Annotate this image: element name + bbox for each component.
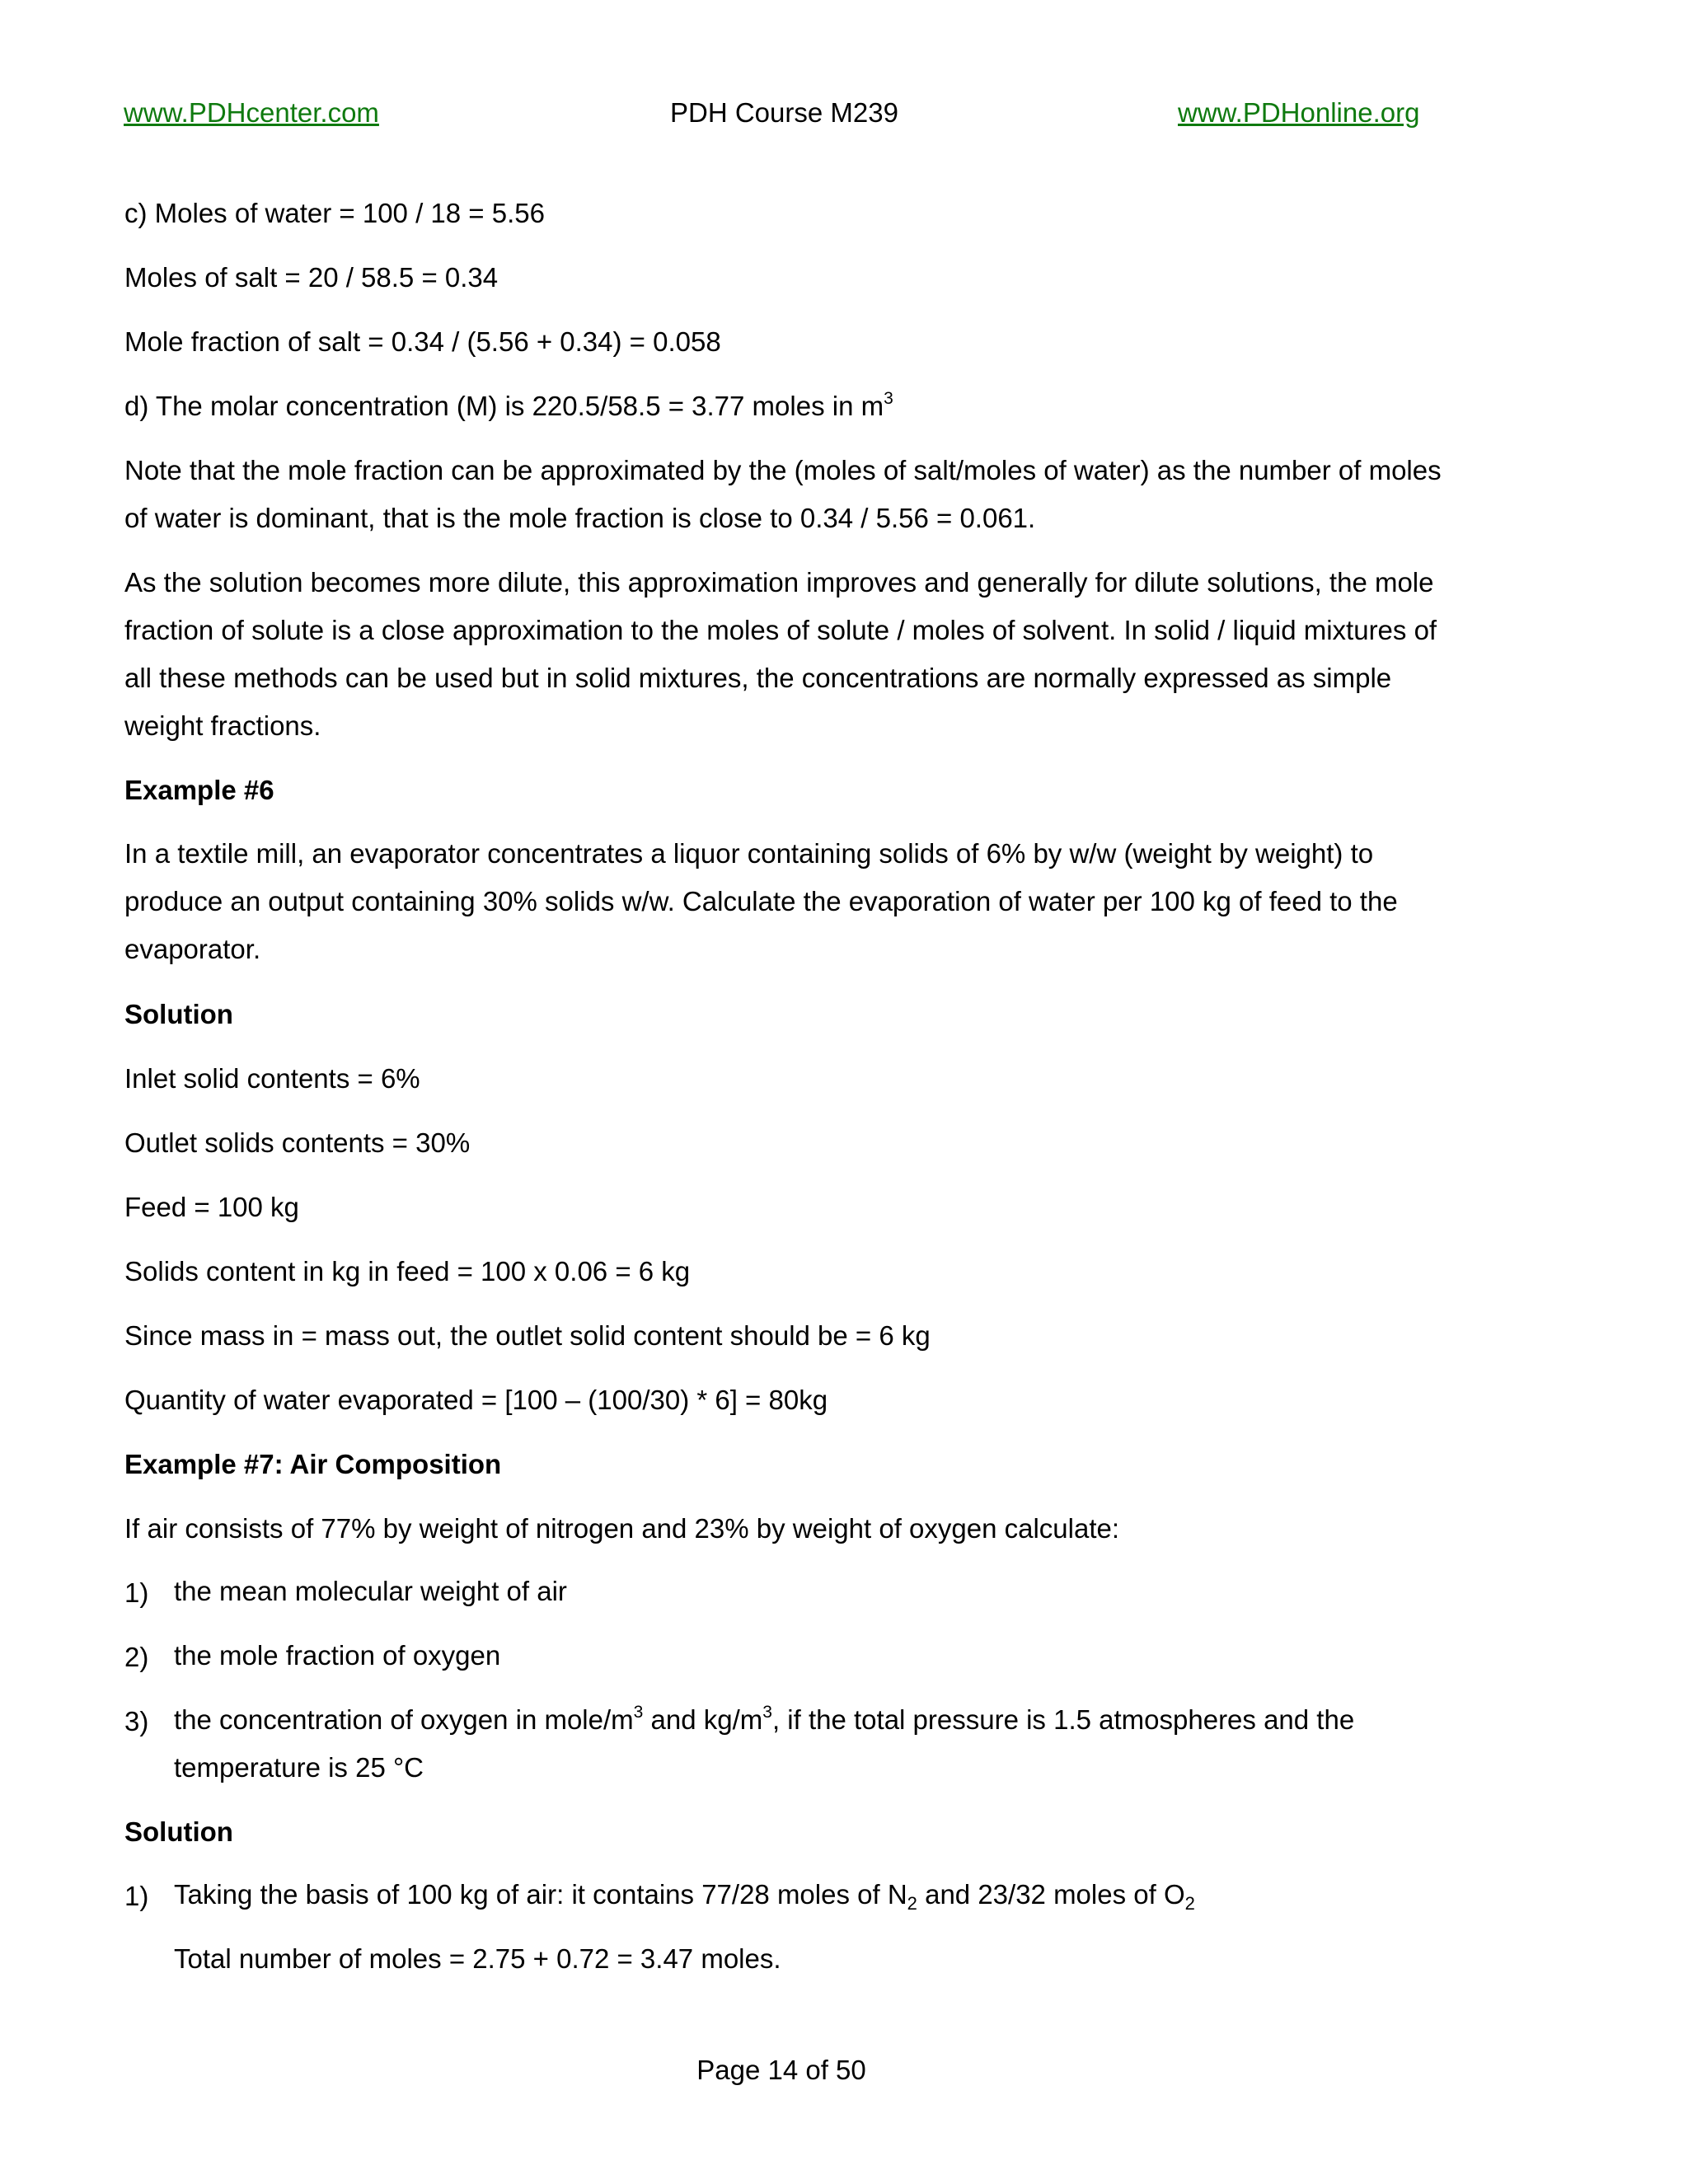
example-7-intro: If air consists of 77% by weight of nitrogen and 23% by weight of oxygen calculate: (124, 1513, 1120, 1544)
solids-feed-line: Solids content in kg in feed = 100 x 0.06 = 6 kg (124, 1256, 691, 1286)
list-item-number: 3) (124, 1706, 149, 1736)
molar-concentration-text: d) The molar concentration (M) is 220.5/58.5 = 3.77 moles in m (124, 391, 884, 421)
solution-heading: Solution (124, 1816, 233, 1847)
water-evaporated-line: Quantity of water evaporated = [100 – (100/30) * 6] = 80kg (124, 1385, 828, 1415)
list-item-text (174, 1871, 1443, 1919)
solution-heading: Solution (124, 999, 233, 1029)
list-item-text (174, 1696, 1443, 1792)
total-moles-line: Total number of moles = 2.75 + 0.72 = 3.47 moles. (174, 1943, 781, 1974)
list-item-number: 2) (124, 1642, 149, 1672)
item3-exponent-2: 3 (762, 1703, 772, 1722)
item3-text-line2: temperature is 25 °C (174, 1752, 424, 1783)
molar-concentration-line (124, 391, 893, 422)
page-header (124, 97, 1426, 134)
example-6-paragraph: In a textile mill, an evaporator concentrates a liquor containing solids of 6% by w/w (weight by weight) to produce an output containing 30% solids w/w. Calculate the evaporation of water per 100 kg of feed to the evaporator. (124, 838, 1398, 964)
list-item-number: 1) (124, 1881, 149, 1911)
page-number: Page 14 of 50 (696, 2055, 866, 2085)
dilute-paragraph: As the solution becomes more dilute, this approximation improves and generally for dilute solutions, the mole fraction of solute is a close approximation to the moles of solute / moles of solvent. In solid / liquid mixtures of all these methods can be used but in solid mixtures, the concentrations are normally expressed as simple weight fractions. (124, 567, 1437, 741)
list-item-text: the mean molecular weight of air (174, 1576, 567, 1606)
list-item-text: the mole fraction of oxygen (174, 1640, 501, 1671)
example-7-heading: Example #7: Air Composition (124, 1449, 502, 1479)
mole-fraction-salt-line: Mole fraction of salt = 0.34 / (5.56 + 0.34) = 0.058 (124, 326, 721, 357)
mass-balance-line: Since mass in = mass out, the outlet solid content should be = 6 kg (124, 1320, 931, 1351)
example-6-heading: Example #6 (124, 775, 274, 805)
outlet-line: Outlet solids contents = 30% (124, 1127, 471, 1158)
sol-item1-text-part2: and 23/32 moles of O (917, 1879, 1185, 1910)
sol-item1-text-part1: Taking the basis of 100 kg of air: it contains 77/28 moles of N (174, 1879, 907, 1910)
item3-text-part1: the concentration of oxygen in mole/m (174, 1704, 634, 1735)
inlet-line: Inlet solid contents = 6% (124, 1063, 420, 1094)
course-title: PDH Course M239 (670, 97, 898, 128)
moles-salt-line: Moles of salt = 20 / 58.5 = 0.34 (124, 262, 499, 293)
item3-text-part2: and kg/m (643, 1704, 763, 1735)
pdhonline-link[interactable]: www.PDHonline.org (1178, 97, 1420, 128)
item3-exponent-1: 3 (633, 1703, 644, 1722)
oxygen-subscript: 2 (1184, 1893, 1195, 1914)
molar-concentration-exponent: 3 (884, 389, 893, 408)
feed-line: Feed = 100 kg (124, 1192, 299, 1222)
pdhcenter-link[interactable]: www.PDHcenter.com (124, 97, 379, 128)
item3-text-part3: , if the total pressure is 1.5 atmospheres and the (771, 1704, 1355, 1735)
nitrogen-subscript: 2 (907, 1893, 917, 1914)
note-paragraph: Note that the mole fraction can be approximated by the (moles of salt/moles of water) as the number of moles of water is dominant, that is the mole fraction is close to 0.34 / 5.56 = 0.061. (124, 455, 1442, 533)
moles-water-line: c) Moles of water = 100 / 18 = 5.56 (124, 198, 545, 228)
list-item-number: 1) (124, 1577, 149, 1608)
